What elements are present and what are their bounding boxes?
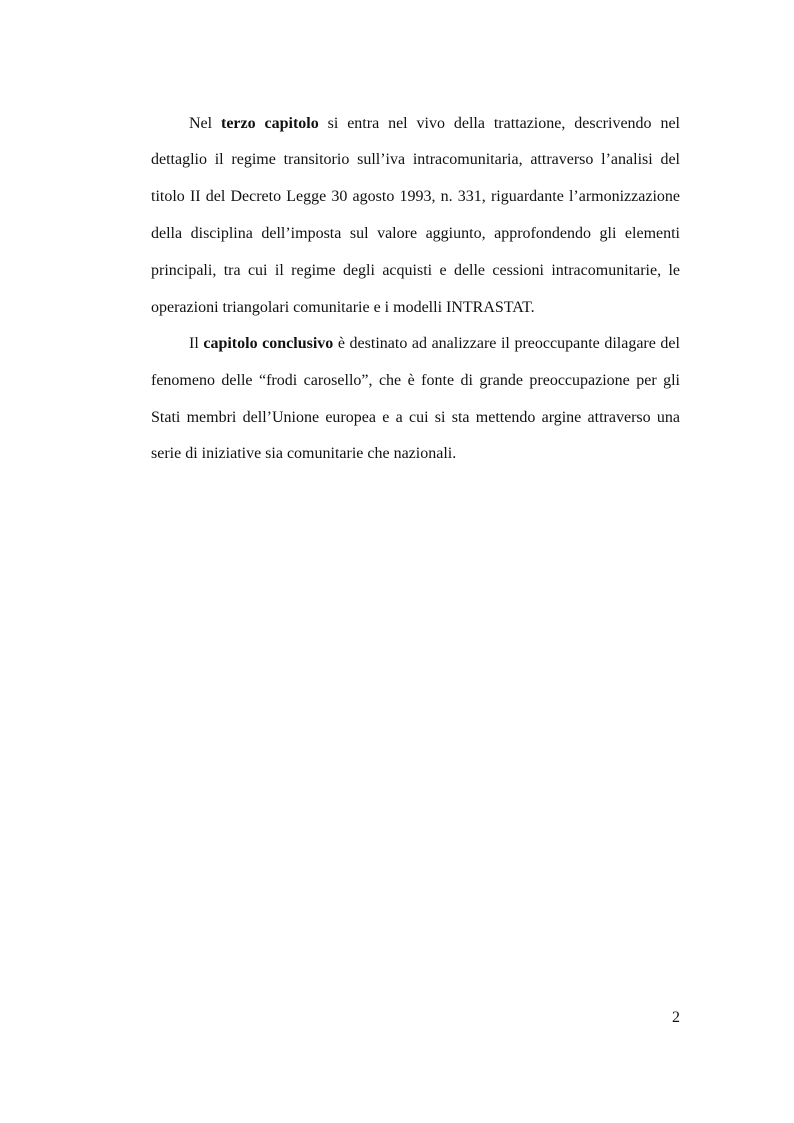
- paragraph-2-line-1: [189, 334, 680, 354]
- paragraph-2-line-3: Stati membri dell’Unione europea e a cui si sta mettendo argine attraverso una: [151, 409, 680, 426]
- paragraph-2-line-4: serie di iniziative sia comunitarie che nazionali.: [151, 445, 457, 462]
- emphasis-capitolo-conclusivo: capitolo conclusivo: [203, 335, 334, 352]
- page-number: 2: [672, 1009, 680, 1026]
- paragraph-1-line-1-before: Nel: [189, 115, 221, 132]
- paragraph-2-line-1-before: Il: [189, 335, 204, 352]
- paragraph-1-line-4: della disciplina dell’imposta sul valore aggiunto, approfondendo gli elementi: [151, 225, 680, 242]
- paragraph-2-line-2: fenomeno delle “frodi carosello”, che è fonte di grande preoccupazione per gli: [151, 372, 680, 389]
- paragraph-1-line-1-after: si entra nel vivo della trattazione, descrivendo nel: [318, 115, 680, 132]
- paragraph-1-line-5: principali, tra cui il regime degli acquisti e delle cessioni intracomunitarie, le: [151, 262, 680, 279]
- paragraph-1-line-1: [189, 114, 680, 134]
- emphasis-terzo-capitolo: terzo capitolo: [221, 115, 319, 132]
- paragraph-1-line-3: titolo II del Decreto Legge 30 agosto 1993, n. 331, riguardante l’armonizzazione: [151, 188, 680, 205]
- paragraph-1-line-6: operazioni triangolari comunitarie e i modelli INTRASTAT.: [151, 299, 535, 316]
- paragraph-1-line-2: dettaglio il regime transitorio sull’iva intracomunitaria, attraverso l’analisi del: [151, 151, 680, 168]
- paragraph-2-line-1-after: è destinato ad analizzare il preoccupante dilagare del: [333, 335, 680, 352]
